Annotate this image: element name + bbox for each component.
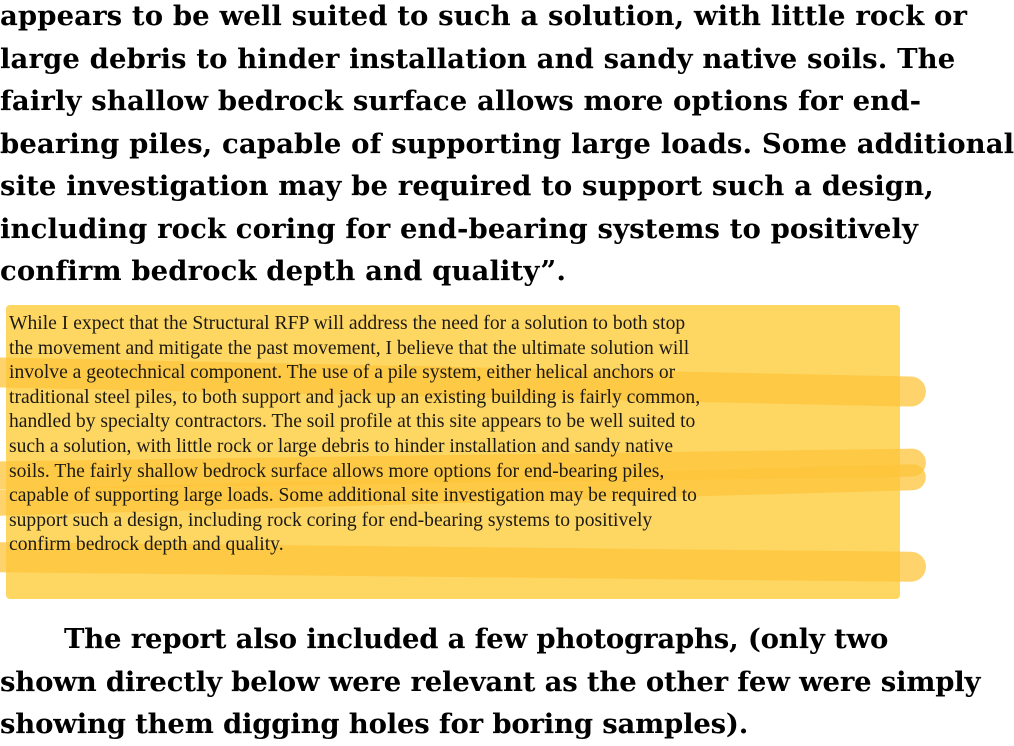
bottom-paragraph-line: shown directly below were relevant as the other few were simply	[0, 665, 981, 698]
top-paragraph-line: fairly shallow bedrock surface allows more options for end-	[0, 85, 922, 117]
top-paragraph-line: large debris to hinder installation and sandy native soils. The	[0, 42, 956, 75]
bottom-paragraph-line: The report also included a few photographs, (only two	[64, 623, 889, 655]
top-paragraph-line: appears to be well suited to such a solution, with little rock or	[0, 0, 968, 32]
quote-line: such a solution, with little rock or large debris to hinder installation and sandy native	[9, 435, 674, 457]
quote-line: soils. The fairly shallow bedrock surface allows more options for end-bearing piles,	[9, 460, 665, 482]
quote-line: handled by specialty contractors. The soil profile at this site appears to be well suited to	[9, 411, 696, 433]
top-paragraph-line: including rock coring for end-bearing systems to positively	[0, 212, 919, 245]
top-paragraph-line: confirm bedrock depth and quality”.	[0, 255, 567, 287]
top-paragraph-line: site investigation may be required to support such a design,	[0, 170, 934, 202]
highlighted-quote-box	[6, 305, 900, 599]
quote-line: capable of supporting large loads. Some additional site investigation may be required to	[9, 485, 697, 507]
quote-line: traditional steel piles, to both support and jack up an existing building is fairly common,	[9, 386, 701, 408]
top-paragraph-line: bearing piles, capable of supporting large loads. Some additional	[0, 127, 1014, 160]
quote-line: the movement and mitigate the past movement, I believe that the ultimate solution will	[9, 337, 690, 359]
bottom-paragraph	[0, 618, 980, 746]
quote-line: While I expect that the Structural RFP will address the need for a solution to both stop	[9, 313, 686, 334]
quote-text	[9, 312, 700, 558]
bottom-paragraph-line: showing them digging holes for boring samples).	[0, 708, 749, 740]
quote-line: confirm bedrock depth and quality.	[9, 534, 284, 556]
top-paragraph	[0, 0, 1014, 293]
quote-line: involve a geotechnical component. The use of a pile system, either helical anchors or	[9, 362, 676, 384]
quote-line: support such a design, including rock coring for end-bearing systems to positively	[9, 509, 653, 531]
